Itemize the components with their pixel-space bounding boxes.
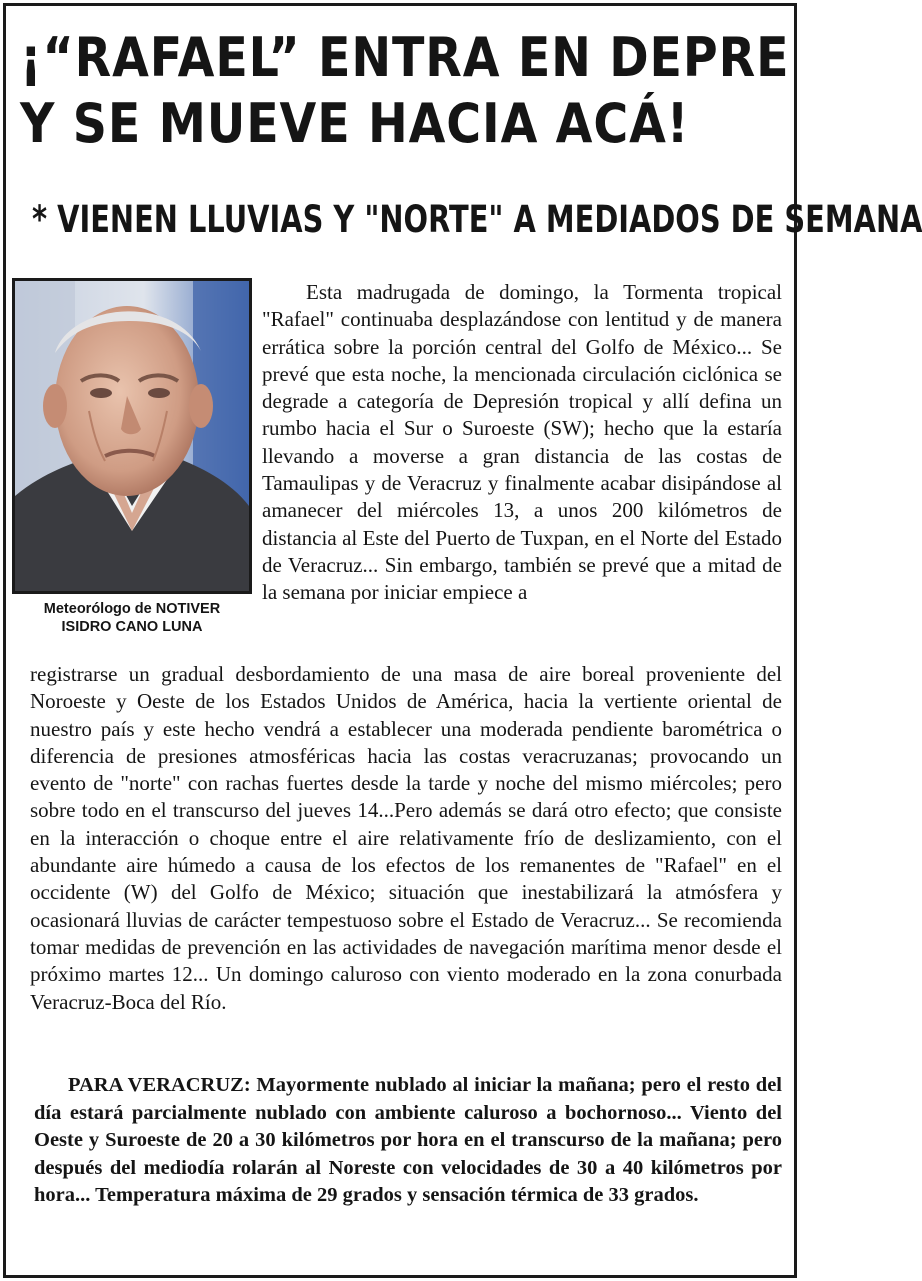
forecast-paragraph: PARA VERACRUZ: Mayormente nublado al iniciar la mañana; pero el resto del día estará parcialmente nublado con ambiente caluroso a bochornoso... Viento del Oeste y Suroeste de 20 a 30 kilómetros por hora en el transcurso de la mañana; pero después del mediodía rolarán al Noreste con velocidades de 30 a 40 kilómetros por hora... Temperatura máxima de 29 grados y sensación térmica de 33 grados. bbox=[34, 1074, 782, 1206]
article-body-part-1: Esta madrugada de domingo, la Tormenta tropical "Rafael" continuaba desplazándose con lentitud y de manera errática sobre la porción central del Golfo de México... Se prevé que esta noche, la mencionada circulación ciclónica se degrade a categoría de Depresión tropical y allí defina un rumbo hacia el Sur o Suroeste (SW); hecho que la estaría llevando a moverse a gran distancia de las costas de Tamaulipas y de Veracruz y finalmente acabar disipándose al amanecer del miércoles 13, a unos 200 kilómetros de distancia al Este del Puerto de Tuxpan, en el Norte del Estado de Veracruz... Sin embargo, también se prevé que a mitad de la semana por iniciar empiece a bbox=[262, 280, 782, 605]
portrait-photo-icon bbox=[15, 281, 249, 591]
headline-line-2: Y SE MUEVE HACIA ACÁ! bbox=[20, 92, 690, 155]
caption-line-2: ISIDRO CANO LUNA bbox=[61, 619, 203, 635]
article-body-part-2: registrarse un gradual desbordamiento de una masa de aire boreal proveniente del Noroeste y Oeste de los Estados Unidos de América, hacia la vertiente oriental de nuestro país y este hecho vendrá a establecer una moderada pendiente barométrica o diferencia de presiones atmosféricas hacia las costas veracruzanas; provocando un evento de "norte" con rachas fuertes desde la tarde y noche del mismo miércoles; pero sobre todo en el transcurso del jueves 14...Pero además se dará otro efecto; que consiste en la interacción o choque entre el aire relativamente frío de deslizamiento, con el abundante aire húmedo a causa de los efectos de los remanentes de "Rafael" en el occidente (W) del Golfo de México; situación que inestabilizará la atmósfera y ocasionará lluvias de carácter tempestuoso sobre el Estado de Veracruz... Se recomienda tomar medidas de prevención en las actividades de navegación marítima menor desde el próximo martes 12... Un domingo caluroso con viento moderado en la zona conurbada Veracruz-Boca del Río. bbox=[30, 662, 782, 1014]
photo-caption bbox=[12, 600, 252, 636]
headline-line-1: ¡“RAFAEL” ENTRA EN DEPRE bbox=[20, 26, 790, 89]
caption-line-1: Meteorólogo de NOTIVER bbox=[43, 601, 221, 617]
portrait-photo bbox=[12, 278, 252, 594]
newspaper-clipping bbox=[3, 3, 922, 1278]
subheadline: * VIENEN LLUVIAS Y "NORTE" A MEDIADOS DE SEMANA bbox=[32, 198, 922, 241]
